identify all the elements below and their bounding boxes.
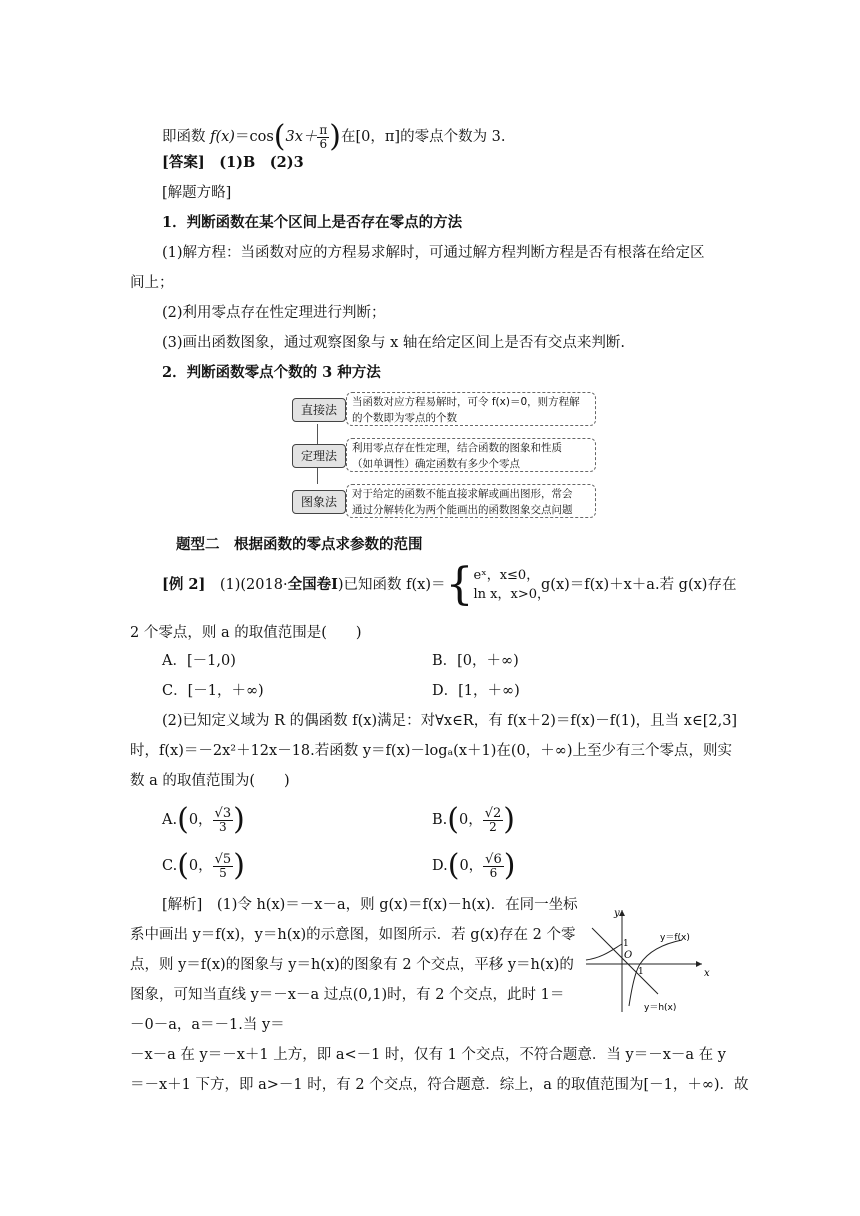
right-paren: ) bbox=[329, 119, 341, 154]
y-axis-arrow bbox=[619, 910, 625, 916]
answer-line: [答案] (1)B (2)3 bbox=[162, 154, 304, 171]
example2-line2: 2 个零点，则 a 的取值范围是( ) bbox=[130, 625, 362, 641]
option-1c: C．[－1，＋∞) bbox=[162, 683, 264, 699]
graph-hx-label: y＝h(x) bbox=[644, 1003, 677, 1013]
analysis-line-5: －0－a，a＝－1.当 y＝ bbox=[130, 1017, 285, 1033]
pi-over-six: $\frac{\pi}{6}$ bbox=[319, 122, 328, 151]
method-theorem-desc: 利用零点存在性定理，结合函数的图象和性质 （如单调性）确定函数有多少个零点 bbox=[346, 438, 596, 472]
analysis-line-1: [解析] (1)令 h(x)＝－x－a，则 g(x)＝f(x)－h(x)．在同一坐标 bbox=[162, 897, 578, 913]
graph-origin: O bbox=[624, 950, 633, 961]
top-line-suffix: 在[0，π]的零点个数为 3. bbox=[341, 129, 506, 145]
section1-title: 1．判断函数在某个区间上是否存在零点的方法 bbox=[162, 214, 463, 231]
graph-one-y: 1 bbox=[623, 939, 629, 949]
h-line bbox=[592, 928, 658, 994]
method-direct: 直接法 bbox=[292, 398, 346, 422]
piecewise-cases: eˣ，x≤0， ln x，x>0， bbox=[473, 568, 550, 602]
method-direct-desc: 当函数对应方程易解时，可令 f(x)＝0，则方程解 的个数即为零点的个数 bbox=[346, 392, 596, 426]
top-line-eq: ＝cos bbox=[234, 129, 274, 145]
option-2c: C.(0， $\frac{√5}{5}$ ) bbox=[162, 848, 245, 883]
section2-title: 2．判断函数零点个数的 3 种方法 bbox=[162, 364, 381, 381]
analysis-line-7: ＝－x＋1 下方，即 a>－1 时，有 2 个交点，符合题意．综上，a 的取值范围为[－1，＋∞)．故 bbox=[130, 1077, 749, 1093]
example2-part2-line2: 时，f(x)＝－2x²＋12x－18.若函数 y＝f(x)－logₐ(x＋1)在(0，＋∞)上至少有三个零点，则实 bbox=[130, 743, 732, 759]
section1-item-1: (1)解方程：当函数对应的方程易求解时，可通过解方程判断方程是否有根落在给定区 bbox=[162, 245, 705, 261]
method-title: [解题方略] bbox=[162, 185, 232, 201]
x-axis-arrow bbox=[696, 961, 702, 967]
example2-part2-line1: (2)已知定义域为 R 的偶函数 f(x)满足：对∀x∈R，有 f(x＋2)＝f(x)－f(1)，且当 x∈[2,3] bbox=[162, 713, 738, 729]
option-1a: A．[－1,0) bbox=[162, 653, 236, 669]
method-graph: 图象法 bbox=[292, 490, 346, 514]
methods-diagram bbox=[290, 392, 602, 520]
option-2d: D.(0， $\frac{√6}{6}$ ) bbox=[432, 848, 516, 883]
left-paren: ( bbox=[273, 119, 286, 154]
section1-item-1-cont: 间上； bbox=[130, 275, 174, 291]
top-line-arg: 3x＋ bbox=[285, 129, 318, 145]
analysis-line-4: 图象，可知当直线 y＝－x－a 过点(0,1)时，有 2 个交点，此时 1＝ bbox=[130, 987, 565, 1003]
graph-y-label: y bbox=[614, 908, 620, 919]
analysis-line-6: －x－a 在 y＝－x＋1 上方，即 a<－1 时，仅有 1 个交点，不符合题意．当 y＝－x－a 在 y bbox=[130, 1047, 726, 1063]
top-line-fx: f(x) bbox=[210, 129, 235, 145]
analysis-line-3: 点，则 y＝f(x)的图象与 y＝h(x)的图象有 2 个交点，平移 y＝h(x)的 bbox=[130, 957, 574, 973]
option-2b: B.(0， $\frac{√2}{2}$ ) bbox=[432, 802, 515, 837]
graph-one-x: 1 bbox=[638, 967, 644, 977]
option-2a: A.(0， $\frac{√3}{3}$ ) bbox=[162, 802, 245, 837]
function-graph bbox=[582, 906, 712, 1016]
graph-x-label: x bbox=[704, 968, 710, 979]
method-graph-desc: 对于给定的函数不能直接求解或画出图形，常会 通过分解转化为两个能画出的函数图象交点问题 bbox=[346, 484, 596, 518]
top-line bbox=[162, 119, 506, 154]
graph-fx-label: y＝f(x) bbox=[660, 933, 690, 943]
top-line-prefix: 即函数 bbox=[162, 129, 211, 145]
example2-part2-line3: 数 a 的取值范围为( ) bbox=[130, 773, 290, 789]
example2-line1-tail: g(x)＝f(x)＋x＋a.若 g(x)存在 bbox=[541, 577, 737, 593]
piecewise-brace: { bbox=[445, 559, 474, 610]
section1-item-2: (2)利用零点存在性定理进行判断； bbox=[162, 305, 386, 321]
method-theorem: 定理法 bbox=[292, 444, 346, 468]
option-1b: B．[0，＋∞) bbox=[432, 653, 519, 669]
section1-item-3: (3)画出函数图象，通过观察图象与 x 轴在给定区间上是否有交点来判断. bbox=[162, 335, 626, 351]
analysis-line-2: 系中画出 y＝f(x)，y＝h(x)的示意图，如图所示．若 g(x)存在 2 个零 bbox=[130, 927, 576, 943]
type2-title: 题型二 根据函数的零点求参数的范围 bbox=[176, 536, 423, 553]
option-1d: D．[1，＋∞) bbox=[432, 683, 520, 699]
example2-line1: [例 2] (1)(2018·全国卷Ⅰ)已知函数 f(x)＝{eˣ，x≤0， ln x，x>0， bbox=[162, 559, 550, 610]
